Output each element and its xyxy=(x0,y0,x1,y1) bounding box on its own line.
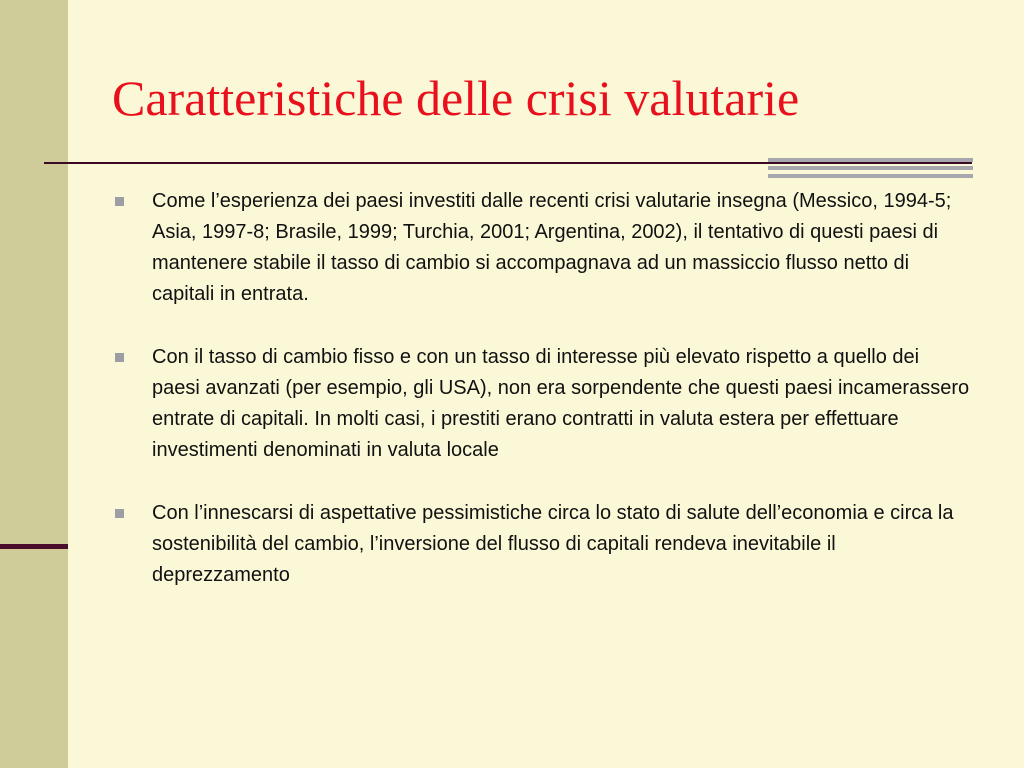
slide-title: Caratteristiche delle crisi valutarie xyxy=(112,70,800,126)
left-band-accent-mark xyxy=(0,544,68,549)
bullet-text: Con l’innescarsi di aspettative pessimistiche circa lo stato di salute dell’economia e circa la sostenibilità del cambio, l’inversione del flusso di capitali rendeva inevitabile il deprezzamento xyxy=(152,502,954,586)
bullet-text: Come l’esperienza dei paesi investiti dalle recenti crisi valutarie insegna (Messico, 1994-5; Asia, 1997-8; Brasile, 1999; Turchia, 2001; Argentina, 2002), il tentativo di questi paesi di mantenere stabile il tasso di cambio si accompagnava ad un massiccio flusso netto di capitali in entrata. xyxy=(152,190,952,305)
square-bullet-icon xyxy=(115,197,124,206)
decorative-bars xyxy=(768,158,973,178)
bullet-list xyxy=(112,186,972,623)
decorative-bar xyxy=(768,158,973,162)
square-bullet-icon xyxy=(115,353,124,362)
bullet-text: Con il tasso di cambio fisso e con un tasso di interesse più elevato rispetto a quello dei paesi avanzati (per esempio, gli USA), non era sorpendente che questi paesi incamerassero entrate di capitali. In molti casi, i prestiti erano contratti in valuta estera per effettuare investimenti denominati in valuta locale xyxy=(152,346,970,461)
decorative-bar xyxy=(768,166,973,170)
square-bullet-icon xyxy=(115,509,124,518)
bullet-item xyxy=(112,186,972,310)
bullet-item xyxy=(112,498,972,591)
bullet-item xyxy=(112,342,972,466)
left-decorative-band xyxy=(0,0,68,768)
decorative-bar xyxy=(768,174,973,178)
